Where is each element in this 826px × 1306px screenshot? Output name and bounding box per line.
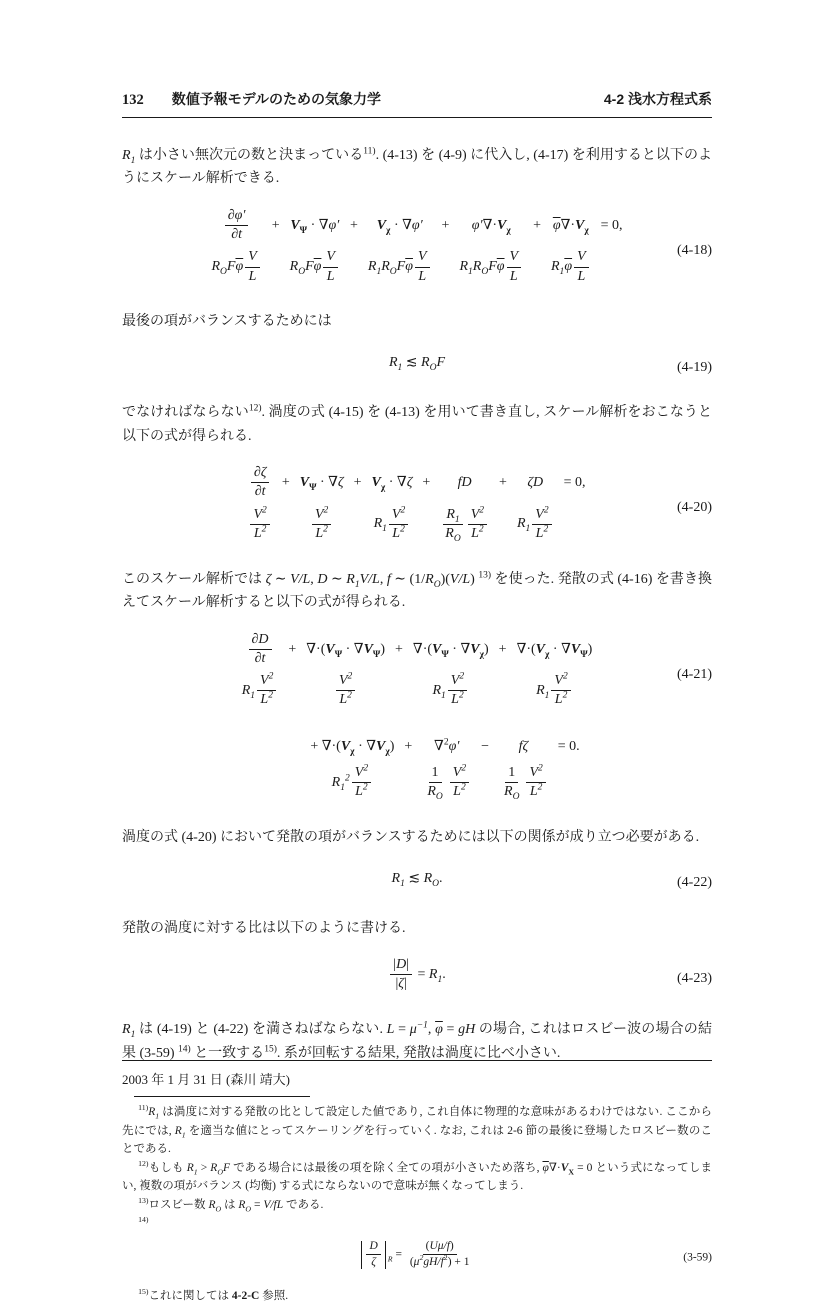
paragraph-2: 最後の項がバランスするためには: [122, 314, 332, 330]
equation-4-18-number: (4-18): [677, 242, 712, 258]
footnotes-section: [122, 1103, 712, 1306]
footnote-14-marker: 14): [138, 1214, 149, 1224]
equation-3-59-number: (3-59): [683, 1251, 712, 1264]
equation-4-21-part2: [122, 734, 712, 810]
equation-4-19-body: $R_1$ ≲ $R_OF$: [388, 355, 446, 373]
equation-4-19: [122, 350, 712, 385]
equation-4-20: [122, 464, 712, 551]
paragraph-1: $R_1$ は小さい無次元の数と決まっている$^{11)}$. (4-13) を (4-9) に代入し, (4-17) を利用すると以下のようにスケール解析できる.: [122, 145, 713, 187]
equation-4-21-part2-body: + $\nabla\cdot(V_\chi \cdot \nabla V_\chi)$ + ∇$^2$φ′ − fζ = 0. $R_1^2$ $\frac{V^2}{L^2}$ $\frac{1}{R_O}$ $\frac{V^2}{L^2}$ $\frac{1}{R_O}$ $\frac{V^2}{L^2}$: [310, 737, 580, 803]
page-header: [122, 88, 712, 113]
footer-rule: [122, 1060, 712, 1061]
equation-4-20-number: (4-20): [677, 500, 712, 516]
paragraph-7: $R_1$ は (4-19) と (4-22) を満さねばならない. $L = \mu^{-1}$, $\overline{\varphi}$ = gH の場合, これはロスビー波の場合の結果 (3-59) $^{14)}$ と一致する$^{15)}$. 系が回転する結果, 発散は渦度に比べ小さい.: [122, 1020, 712, 1062]
paragraph-6: 発散の渦度に対する比は以下のように書ける.: [122, 920, 406, 936]
equation-4-21-part1: [122, 631, 712, 718]
equation-4-21-number: (4-21): [677, 666, 712, 682]
footnote-rule: [134, 1096, 310, 1097]
paragraph-5: 渦度の式 (4-20) において発散の項がバランスするためには以下の関係が成り立つ必要がある.: [122, 830, 700, 846]
paragraph-4: このスケール解析では ζ ∼ V/L, D ∼ $R_1V/L$, f ∼ $(1/R_O)(V/L)$ $^{13)}$ を使った. 発散の式 (4-16) を書き換えてスケール解析すると以下の式が得られる.: [122, 569, 712, 611]
paragraph-3: でなければならない$^{12)}$. 渦度の式 (4-15) を (4-13) を用いて書き直し, スケール解析をおこなうと以下の式が得られる.: [122, 403, 712, 444]
equation-4-23-number: (4-23): [677, 971, 712, 987]
equation-4-21-part1-body: $\frac{\partial D}{\partial t}$ + $\nabla\cdot(V_\Psi \cdot \nabla V_\Psi)$ + $\nabla\cdot(V_\Psi \cdot \nabla V_\chi)$ + $\nabla\cdot(V_\chi \cdot \nabla V_\Psi)$ $R_1$ $\frac{V^2}{L^2}$ $\frac{V^2}{L^2}$ $R_1$ $\frac{V^2}{L^2}$ $R_1$ $\frac{V^2}{L^2}$: [241, 632, 593, 708]
equation-3-59-body: $\frac{D}{\zeta}$ $_R$ = $\frac{(U\mu/f)}{(\mu^2gH/f^2) + 1}$: [354, 1239, 479, 1270]
equation-4-22-number: (4-22): [677, 875, 712, 891]
equation-3-59: [122, 1239, 712, 1277]
equation-4-19-number: (4-19): [677, 359, 712, 375]
page-number: 132: [122, 92, 144, 108]
footnote-15: $^{15)}$これに関しては 4-2-C 参照.: [138, 1287, 289, 1303]
equation-4-20-body: $\frac{\partial\zeta}{\partial t}$ + $V_\Psi \cdot \nabla\zeta$ + $V_\chi \cdot \nabla\zeta$ + fD + ζD = 0, $\frac{V^2}{L^2}$ $\frac{V^2}{L^2}$ $R_1$ $\frac{V^2}{L^2}$ $\frac{R_1}{R_O}$ $\frac{V^2}{L^2}$ $R_1$ $\frac{V^2}{L^2}$: [243, 464, 590, 542]
footnote-13: $^{13)}$ロスビー数 $R_O$ は $R_O = V/fL$ である.: [138, 1196, 324, 1214]
equation-4-22: [122, 866, 712, 901]
footer-date-author: 2003 年 1 月 31 日 (森川 靖大): [122, 1072, 290, 1087]
footnote-11: $^{11)}R_1$ は渦度に対する発散の比として設定した値であり, これ自体に物理的な意味があるわけではない. ここから先にでは, $R_1$ を適当な値にとってスケーリングを行っていく. なお, これは 2-6 節の最後に登場したロスビー数のことである.: [122, 1103, 713, 1156]
equation-4-23-body: $\frac{|D|}{|\zeta|}$ = $R_1$.: [383, 956, 450, 993]
page-footer: [122, 1060, 712, 1088]
section-title: 4-2 浅水方程式系: [603, 91, 712, 107]
equation-4-18: [122, 207, 712, 294]
header-rule: [122, 117, 712, 118]
book-title: 数値予報モデルのための気象力学: [171, 91, 382, 107]
equation-4-23: [122, 956, 712, 1002]
page-content: [122, 88, 712, 1306]
footnote-12: $^{12)}$もしも $R_1 > R_OF$ である場合には最後の項を除く全ての項が小さいため落ち, $\overline{\varphi}\nabla\cdot V_X = 0$ という式になってしまい, 複数の項がバランス (均衡) する式にならないので意味が無くなってしまう.: [122, 1158, 713, 1193]
equation-4-22-body: $R_1$ ≲ $R_O$.: [391, 870, 443, 889]
equation-4-18-body: $\frac{\partial\varphi'}{\partial t}$ + $V_\Psi \cdot \nabla\varphi'$ + $V_\chi \cdot \nabla\varphi'$ + $\varphi'\nabla\cdot V_\chi$ + $\overline{\varphi}\nabla\cdot V_\chi$ = 0, $R_OF\overline{\varphi}$ $\frac{V}{L}$ $R_OF\overline{\varphi}$ $\frac{V}{L}$ $R_1R_OF\overline{\varphi}$ $\frac{V}{L}$ $R_1R_OF\overline{\varphi}$ $\frac{V}{L}$ $R_1\overline{\varphi}$ $\frac{V}{L}$: [211, 208, 623, 284]
